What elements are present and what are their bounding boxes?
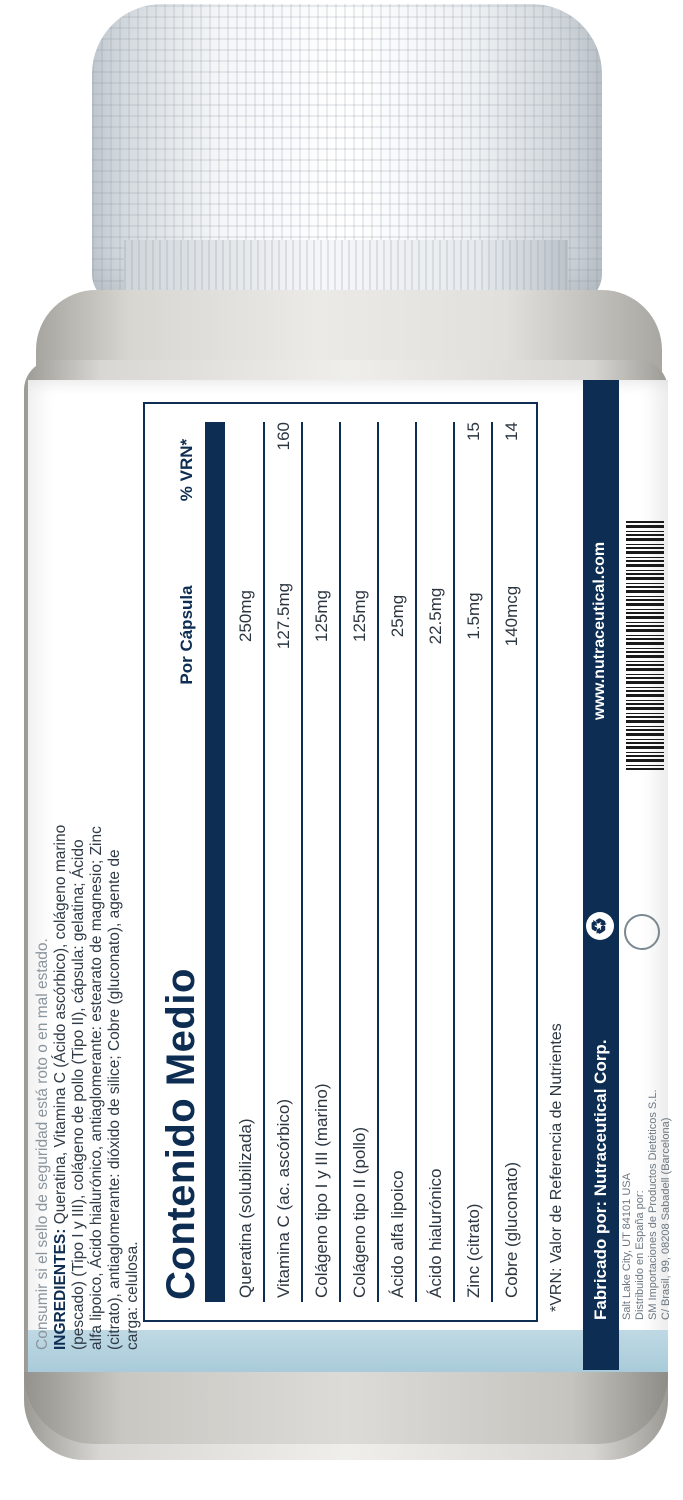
barcode-icon [626,520,664,770]
ingredients-line-3: alfa lipoico, Ácido hialurónico, antiaglomerante: estearato de magnesio; Zinc [88,826,105,1350]
manufacturer-text: Fabricado por: Nutraceutical Corp. [591,1039,610,1320]
table-row: Cobre (gluconato) 140mcg 14 [502,422,521,1298]
ingredients-block [34,340,142,1350]
table-row: Ácido alfa lipoico 25mg [379,422,417,1302]
table-row: Ácido hialurónico 22.5mg [417,422,455,1302]
vrn-footnote: *VRN: Valor de Referencia de Nutrientes [548,1023,565,1312]
ingredients-line-5: carga: celulosa. [124,1241,141,1350]
table-row: Queratina (solubilizada) 250mg [227,422,265,1302]
column-header-amount: Por Cápsula [177,585,196,685]
ingredients-line-4: (citrato), antiaglomerante: dióxido de silice; Cobre (gluconato), agente de [106,849,123,1350]
recycle-icon: ♻ [586,912,614,940]
website-link[interactable]: www.nutraceutical.com [591,541,608,720]
column-header-vrn: % VRN* [177,438,196,502]
table-title-bar [205,422,225,1302]
ingredients-intro: Consumir si el sello de seguridad está roto o en mal estado. [34,938,51,1350]
distributor-address: Salt Lake City, UT 84101 USA Distribuido en España por: SM Importaciones de Productos Dietéticos S.L. C/ Brasil, 99, 08208 Sabadell (Barcelona) [621,1089,672,1320]
ingredients-line-2: (pescado) (Tipo I y III), colágeno de pollo (Tipo II), cápsula: gelatina; Ácido [70,839,87,1350]
table-row: Vitamina C (ac. ascórbico) 127.5mg 160 [265,422,303,1302]
table-row: Zinc (citrato) 1.5mg 15 [455,422,493,1302]
nutrition-table [143,402,538,1322]
ingredients-label: INGREDIENTES: [52,1228,69,1350]
label-content [28,380,672,1370]
table-title: Contenido Medio [159,968,203,1300]
table-row: Colágeno tipo I y III (marino) 125mg [303,422,341,1302]
bottle-base [24,1372,668,1444]
quality-seal-icon [624,914,660,950]
table-row: Colágeno tipo II (pollo) 125mg [341,422,379,1302]
ingredients-line-1: INGREDIENTES: Queratina, Vitamina C (Ácido ascórbico), colágeno marino [52,824,69,1350]
